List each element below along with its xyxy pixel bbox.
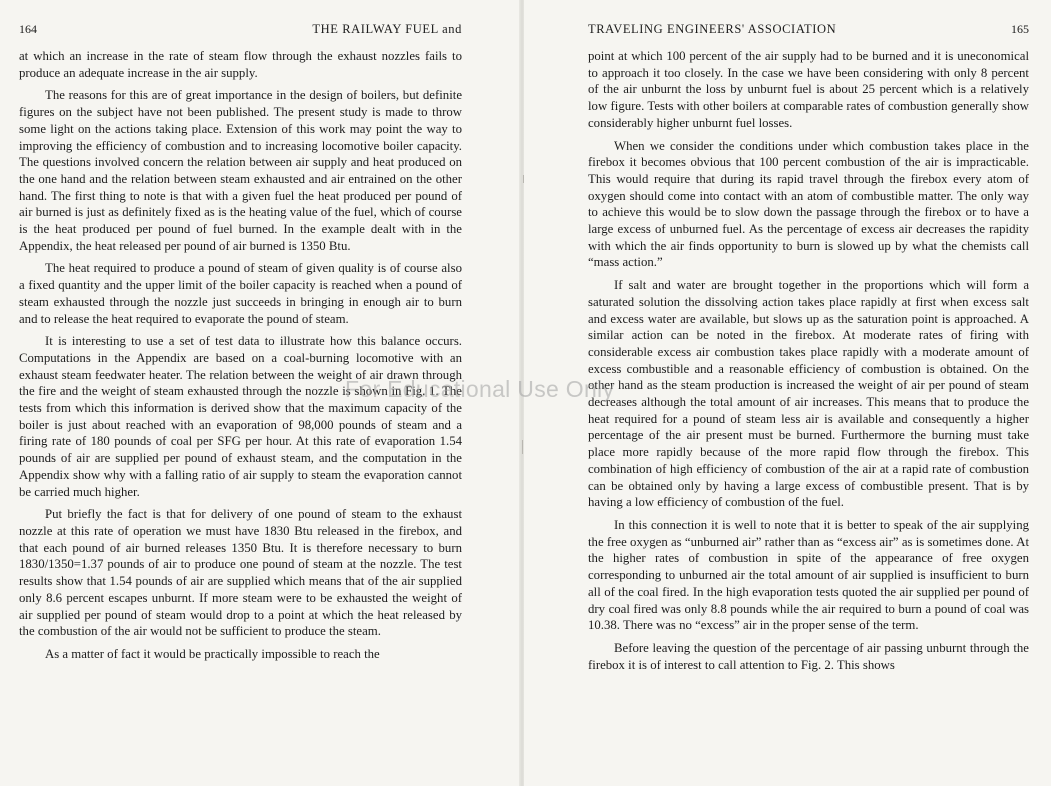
paragraph: It is interesting to use a set of test data to illustrate how this balance occurs. Computations in the Appendix are based on a coal-burning locomotive with an exhaust steam feedwater heater. The relation between the weight of air drawn through the fire and the weight of steam exhausted through the nozzle is shown in Fig. 1. The tests from which this information is derived show that the maximum capacity of the boiler is just about reached with an evaporation of 98,000 pounds of steam and a firing rate of 180 pounds of coal per SFG per hour. At this rate of evaporation 1.54 pounds of air are supplied per pound of exhaust steam, and the computation in the Appendix show why with a falling ratio of air supply to steam the evaporation cannot be carried much higher. xyxy=(19,334,462,499)
paragraph: Before leaving the question of the percentage of air passing unburnt through the firebox it is of interest to call attention to Fig. 2. This shows xyxy=(588,640,1029,672)
left-page xyxy=(0,0,520,786)
paragraph: If salt and water are brought together in the proportions which will form a saturated solution the dissolving action takes place rapidly at first when excess salt and excess water are available, but slows up as the saturation point is approached. A similar action can be noted in the firebox. At moderate rates of firing with considerable excess air combustion takes place rapidly with a moderate amount of excess combustible and a reasonable efficiency of combustion is obtained. On the other hand as the steam production is increased the weight of air per pound of steam decreases although the total amount of air increases. This means that to produce the heat required for a pound of steam less air is available and consequently a higher percentage of the air present must be burned. Furthermore the burning must take place more rapidly because of the more rapid flow through the firebox. This combination of high efficiency of combustion of the air at a rapid rate of combustion can be obtained only by having a large excess of combustible present. That is by having a low efficiency of combustion of the fuel. xyxy=(588,278,1029,510)
right-running-head xyxy=(588,22,1029,40)
paragraph: The reasons for this are of great importance in the design of boilers, but definite figures on the subject have not been published. The present study is made to throw some light on the actions taking place. Extension of this work may point the way to improving the efficiency of combustion and to increasing locomotive boiler capacity. The questions involved concern the relation between air supply and heat produced on the one hand and the relation between steam exhausted and air entrained on the other hand. The first thing to note is that with a given fuel the heat produced per pound of air burned is just as definitely fixed as is the heating value of the fuel, which of course is the heat produced per pound of fuel burned. In the example dealt with in the Appendix, the heat released per pound of air burned is 1350 Btu. xyxy=(19,88,462,253)
paragraph: As a matter of fact it would be practically impossible to reach the xyxy=(45,646,380,661)
watermark: For Educational Use Only xyxy=(345,376,615,402)
left-running-title: THE RAILWAY FUEL and xyxy=(312,22,462,36)
scan-artifact xyxy=(522,440,523,454)
right-body-text xyxy=(588,48,1029,673)
right-page-number: 165 xyxy=(1011,22,1029,36)
paragraph: Put briefly the fact is that for delivery of one pound of steam to the exhaust nozzle at this rate of operation we must have 1830 Btu released in the firebox, and that each pound of air burned releases 1350 Btu. It is therefore necessary to burn 1830/1350=1.37 pounds of air to produce one pound of steam at the nozzle. The test results show that 1.54 pounds of air are supplied which means that of the air supplied only 8.6 percent escapes unburnt. If more steam were to be exhausted the weight of air supplied per pound of steam would drop to a point at which the heat released by the combustion of the air would not be sufficient to produce the steam. xyxy=(19,507,462,639)
paragraph: When we consider the conditions under which combustion takes place in the firebox it becomes obvious that 100 percent combustion of the air is impracticable. This would require that during its rapid travel through the firebox every atom of oxygen should come into contact with an atom of combustible matter. The only way to achieve this would be to slow down the passage through the firebox or to have a large excess of unburned fuel. As the percentage of excess air decreases the rapidity with which the air finds opportunity to burn is slowed up by what the chemists call “mass action.” xyxy=(588,138,1029,270)
left-body-text xyxy=(19,48,462,663)
left-running-head xyxy=(19,22,462,40)
paragraph: The heat required to produce a pound of steam of given quality is of course also a fixed quantity and the upper limit of the boiler capacity is reached when a pound of steam exhausted through the nozzle just succeeds in bringing in enough air to burn and to release the heat required to evaporate the pound of steam. xyxy=(19,261,462,326)
left-page-number: 164 xyxy=(19,22,37,36)
right-page xyxy=(524,0,1051,786)
paragraph: point at which 100 percent of the air supply had to be burned and it is uneconomical to approach it too closely. In the case we have been considering with only 8 percent of the air unburnt the loss by unburnt fuel is about 25 percent which is a relatively low figure. Tests with other boilers at comparable rates of combustion generally show considerably higher unburnt fuel losses. xyxy=(588,49,1029,130)
paragraph: In this connection it is well to note that it is better to speak of the air supplying the free oxygen as “unburned air” rather than as “excess air” as is sometimes done. At the higher rates of combustion in spite of the appearance of free oxygen corresponding to unburned air the total amount of air supplied is insufficient to burn all of the coal fired. In the high evaporation tests quoted the air supplied per pound of dry coal fired was only 8.8 pounds while the air required to burn a pound of coal was 10.38. There was no “excess” air in the proper sense of the term. xyxy=(588,517,1029,633)
right-running-title: TRAVELING ENGINEERS' ASSOCIATION xyxy=(588,22,837,36)
paragraph: at which an increase in the rate of steam flow through the exhaust nozzles fails to produce an adequate increase in the air supply. xyxy=(19,49,462,80)
